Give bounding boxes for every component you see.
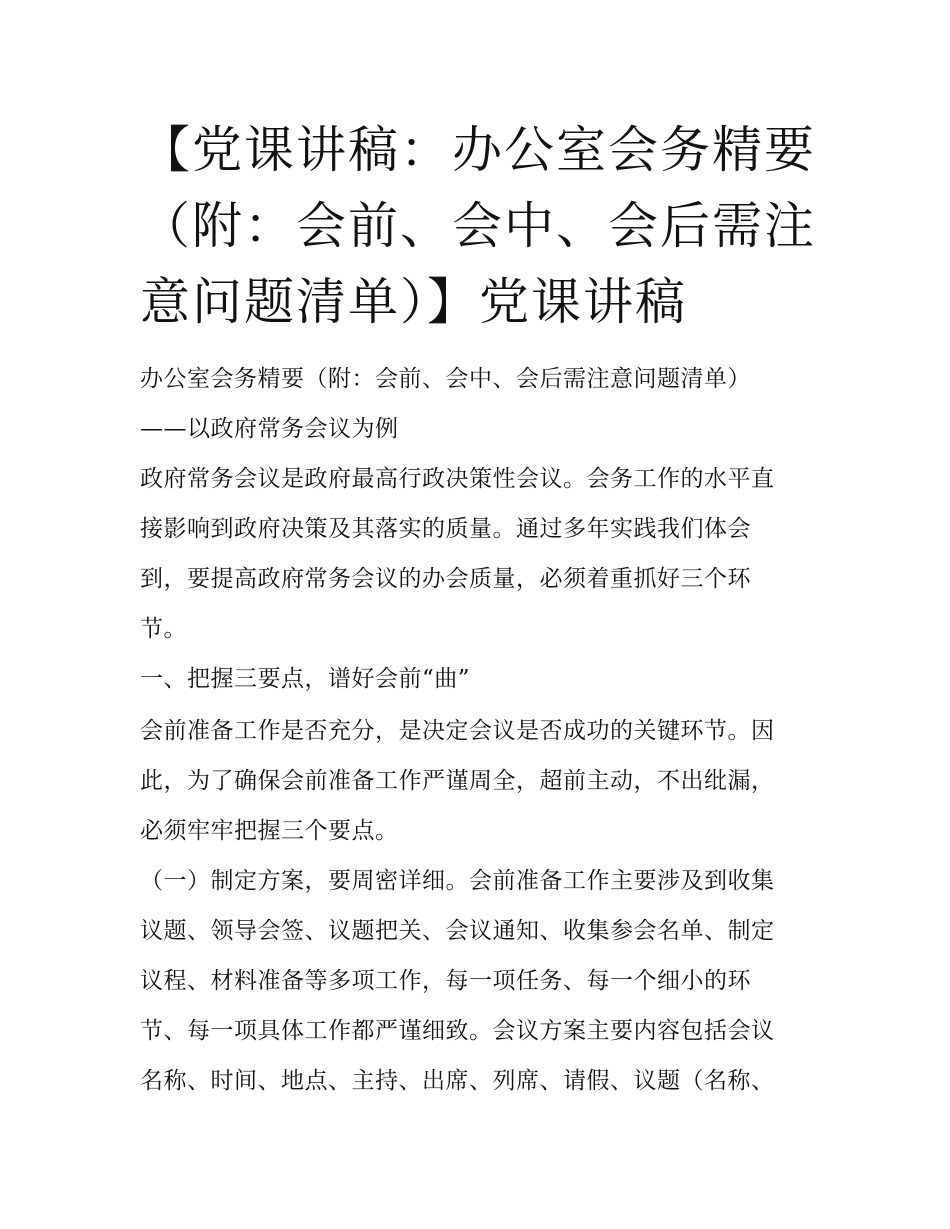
section-heading-line: 一、把握三要点，谱好会前“曲” <box>140 666 471 692</box>
paragraph-line: （一）制定方案，要周密详细。会前准备工作主要涉及到收集 <box>140 868 775 894</box>
paragraph-line: 节。 <box>140 616 187 642</box>
paragraph-line: 到，要提高政府常务会议的办会质量，必须着重抓好三个环 <box>140 566 751 592</box>
subtitle-example-line: ——以政府常务会议为例 <box>140 416 399 442</box>
paragraph-line: 议题、领导会签、议题把关、会议通知、收集参会名单、制定 <box>140 918 775 944</box>
paragraph-line: 接影响到政府决策及其落实的质量。通过多年实践我们体会 <box>140 516 751 542</box>
paragraph-line: 政府常务会议是政府最高行政决策性会议。会务工作的水平直 <box>140 466 775 492</box>
document-title-line-3: 意问题清单）】党课讲稿 <box>140 273 687 331</box>
document-title-line-1: 【党课讲稿：办公室会务精要 <box>140 121 816 179</box>
subtitle-line: 办公室会务精要（附：会前、会中、会后需注意问题清单） <box>140 366 751 392</box>
paragraph-line: 议程、材料准备等多项工作，每一项任务、每一个细小的环 <box>140 968 751 994</box>
paragraph-line: 名称、时间、地点、主持、出席、列席、请假、议题（名称、 <box>140 1068 775 1094</box>
paragraph-line: 此，为了确保会前准备工作严谨周全，超前主动，不出纰漏， <box>140 768 775 794</box>
document-title-line-2: （附：会前、会中、会后需注 <box>140 197 816 255</box>
paragraph-line: 必须牢牢把握三个要点。 <box>140 818 399 844</box>
paragraph-line: 会前准备工作是否充分，是决定会议是否成功的关键环节。因 <box>140 718 775 744</box>
paragraph-line: 节、每一项具体工作都严谨细致。会议方案主要内容包括会议 <box>140 1018 775 1044</box>
